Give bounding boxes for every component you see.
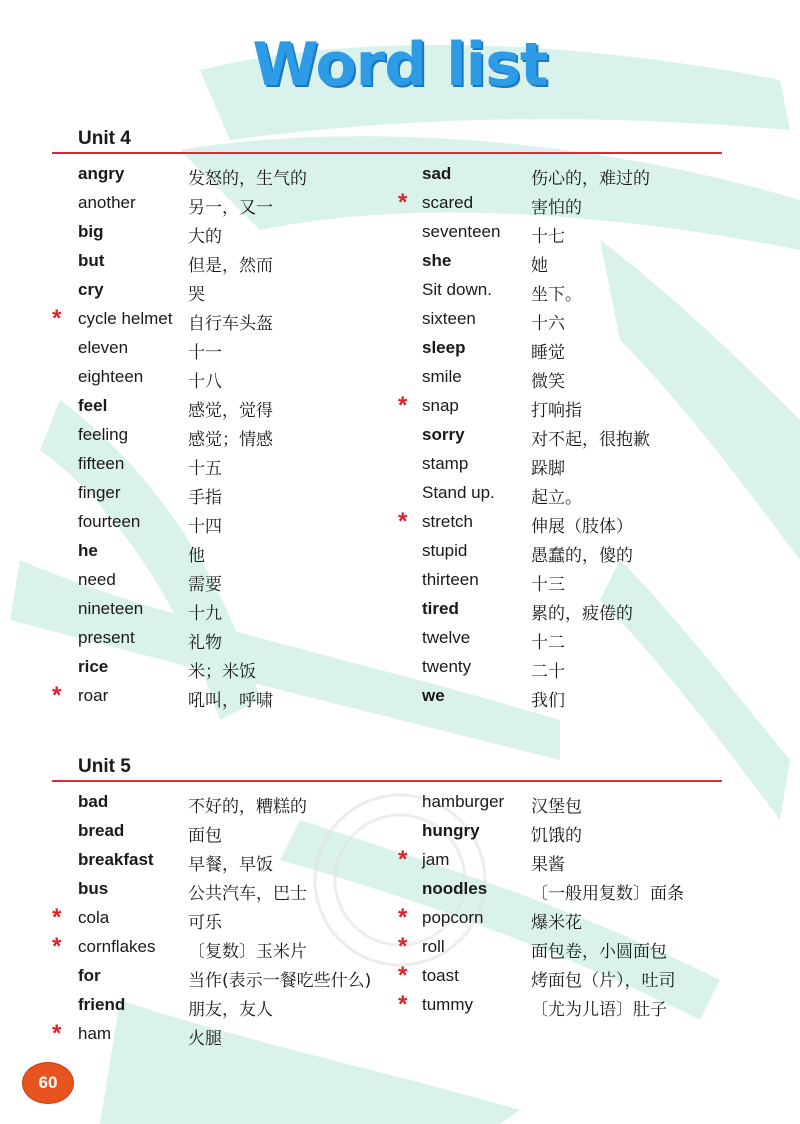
english-word: finger xyxy=(78,483,121,502)
english-word: roar xyxy=(78,686,109,705)
chinese-meaning: 十四 xyxy=(188,517,222,537)
english-word: angry xyxy=(78,164,125,183)
asterisk-icon: * xyxy=(398,846,408,873)
word-entry xyxy=(0,991,800,1024)
english-word: present xyxy=(78,628,135,647)
english-word: stupid xyxy=(422,541,468,560)
english-word: cornflakes xyxy=(78,937,156,956)
chinese-meaning: 但是，然而 xyxy=(188,256,273,276)
english-word: thirteen xyxy=(422,570,479,589)
word-entry xyxy=(0,454,800,483)
chinese-meaning: 打响指 xyxy=(531,401,582,421)
english-word: tummy xyxy=(422,995,473,1014)
chinese-meaning: 愚蠢的，傻的 xyxy=(531,546,633,566)
english-word: Stand up. xyxy=(422,483,495,502)
english-word: ham xyxy=(78,1024,112,1043)
english-word: sleep xyxy=(422,338,466,357)
english-word: feeling xyxy=(78,425,129,444)
asterisk-icon: * xyxy=(52,933,62,960)
english-word: nineteen xyxy=(78,599,144,618)
asterisk-icon: * xyxy=(398,392,408,419)
asterisk-icon: * xyxy=(398,508,408,535)
unit-heading: Unit 5 xyxy=(78,756,131,777)
chinese-meaning: 伸展（肢体） xyxy=(531,517,633,537)
english-word: snap xyxy=(422,396,459,415)
chinese-meaning: 可乐 xyxy=(188,913,222,933)
chinese-meaning: 十八 xyxy=(188,372,222,392)
chinese-meaning: 十一 xyxy=(188,343,222,363)
chinese-meaning: 感觉；情感 xyxy=(188,430,273,450)
chinese-meaning: 自行车头盔 xyxy=(188,314,273,334)
asterisk-icon: * xyxy=(52,305,62,332)
word-entry xyxy=(0,628,800,657)
english-word: but xyxy=(78,251,105,270)
word-entry xyxy=(0,251,800,280)
chinese-meaning: 睡觉 xyxy=(531,343,565,363)
english-word: bad xyxy=(78,792,109,811)
chinese-meaning: 感觉，觉得 xyxy=(188,401,273,421)
chinese-meaning: 累的，疲倦的 xyxy=(531,604,633,624)
asterisk-icon: * xyxy=(398,991,408,1018)
chinese-meaning: 十二 xyxy=(531,633,565,653)
asterisk-icon: * xyxy=(398,189,408,216)
section-divider xyxy=(52,152,722,154)
chinese-meaning: 需要 xyxy=(188,575,222,595)
asterisk-icon: * xyxy=(398,933,408,960)
english-word: feel xyxy=(78,396,108,415)
chinese-meaning: 汉堡包 xyxy=(531,797,582,817)
word-entry xyxy=(0,189,800,222)
english-word: cry xyxy=(78,280,104,299)
chinese-meaning: 不好的，糟糕的 xyxy=(188,797,307,817)
chinese-meaning: 手指 xyxy=(188,488,222,508)
english-word: need xyxy=(78,570,116,589)
word-entry xyxy=(0,846,800,879)
chinese-meaning: 他 xyxy=(188,546,205,566)
english-word: stamp xyxy=(422,454,469,473)
english-word: big xyxy=(78,222,104,241)
english-word: roll xyxy=(422,937,445,956)
chinese-meaning: 〔一般用复数〕面条 xyxy=(531,884,684,904)
chinese-meaning: 她 xyxy=(531,256,548,276)
english-word: hamburger xyxy=(422,792,505,811)
chinese-meaning: 火腿 xyxy=(188,1029,222,1049)
word-entry xyxy=(0,657,800,686)
english-word: rice xyxy=(78,657,109,676)
chinese-meaning: 礼物 xyxy=(188,633,222,653)
chinese-meaning: 伤心的，难过的 xyxy=(531,169,650,189)
english-word: hungry xyxy=(422,821,480,840)
word-entry xyxy=(0,280,800,309)
english-word: smile xyxy=(422,367,462,386)
word-entry xyxy=(0,599,800,628)
english-word: jam xyxy=(422,850,450,869)
english-word: we xyxy=(422,686,445,705)
chinese-meaning: 害怕的 xyxy=(531,198,582,218)
english-word: cycle helmet xyxy=(78,309,173,328)
word-entry xyxy=(0,686,800,715)
word-entry xyxy=(0,508,800,541)
chinese-meaning: 当作(表示一餐吃些什么) xyxy=(188,971,372,991)
english-word: eleven xyxy=(78,338,129,357)
chinese-meaning: 十七 xyxy=(531,227,565,247)
chinese-meaning: 十九 xyxy=(188,604,222,624)
page-title: Word list xyxy=(252,30,548,100)
chinese-meaning: 早餐，早饭 xyxy=(188,855,273,875)
asterisk-icon: * xyxy=(398,962,408,989)
word-entry xyxy=(0,792,800,821)
english-word: twenty xyxy=(422,657,472,676)
word-entry xyxy=(0,1020,800,1053)
asterisk-icon: * xyxy=(52,904,62,931)
english-word: noodles xyxy=(422,879,488,898)
asterisk-icon: * xyxy=(52,682,62,709)
chinese-meaning: 吼叫，呼啸 xyxy=(188,691,273,711)
english-word: tired xyxy=(422,599,459,618)
chinese-meaning: 〔复数〕玉米片 xyxy=(188,942,307,962)
english-word: twelve xyxy=(422,628,471,647)
word-entry xyxy=(0,338,800,367)
english-word: toast xyxy=(422,966,459,985)
word-entry xyxy=(0,541,800,570)
english-word: he xyxy=(78,541,98,560)
asterisk-icon: * xyxy=(52,1020,62,1047)
chinese-meaning: 面包卷，小圆面包 xyxy=(531,942,667,962)
chinese-meaning: 面包 xyxy=(188,826,222,846)
word-entry xyxy=(0,309,800,338)
chinese-meaning: 十五 xyxy=(188,459,222,479)
chinese-meaning: 跺脚 xyxy=(531,459,565,479)
english-word: friend xyxy=(78,995,126,1014)
chinese-meaning: 大的 xyxy=(188,227,222,247)
section-divider xyxy=(52,780,722,782)
word-entry xyxy=(0,425,800,454)
english-word: stretch xyxy=(422,512,474,531)
chinese-meaning: 坐下。 xyxy=(531,285,582,305)
chinese-meaning: 哭 xyxy=(188,285,205,305)
english-word: breakfast xyxy=(78,850,154,869)
english-word: bread xyxy=(78,821,125,840)
english-word: eighteen xyxy=(78,367,144,386)
asterisk-icon: * xyxy=(398,904,408,931)
chinese-meaning: 米；米饭 xyxy=(188,662,256,682)
english-word: sixteen xyxy=(422,309,476,328)
word-entry xyxy=(0,392,800,425)
chinese-meaning: 饥饿的 xyxy=(531,826,582,846)
english-word: Sit down. xyxy=(422,280,492,299)
chinese-meaning: 另一，又一 xyxy=(188,198,273,218)
chinese-meaning: 十六 xyxy=(531,314,565,334)
chinese-meaning: 微笑 xyxy=(531,372,565,392)
chinese-meaning: 烤面包（片），吐司 xyxy=(531,971,676,991)
english-word: seventeen xyxy=(422,222,501,241)
english-word: popcorn xyxy=(422,908,484,927)
chinese-meaning: 公共汽车，巴士 xyxy=(188,884,307,904)
english-word: scared xyxy=(422,193,474,212)
english-word: sorry xyxy=(422,425,465,444)
page-number-badge: 60 xyxy=(22,1062,74,1104)
chinese-meaning: 朋友，友人 xyxy=(188,1000,273,1020)
english-word: she xyxy=(422,251,452,270)
english-word: for xyxy=(78,966,101,985)
chinese-meaning: 我们 xyxy=(531,691,565,711)
unit-heading: Unit 4 xyxy=(78,128,131,149)
chinese-meaning: 对不起，很抱歉 xyxy=(531,430,650,450)
chinese-meaning: 爆米花 xyxy=(531,913,582,933)
english-word: cola xyxy=(78,908,110,927)
chinese-meaning: 二十 xyxy=(531,662,565,682)
chinese-meaning: 发怒的，生气的 xyxy=(188,169,307,189)
english-word: fourteen xyxy=(78,512,141,531)
word-entry xyxy=(0,222,800,251)
english-word: another xyxy=(78,193,136,212)
english-word: fifteen xyxy=(78,454,125,473)
english-word: bus xyxy=(78,879,109,898)
word-entry xyxy=(0,570,800,599)
chinese-meaning: 十三 xyxy=(531,575,565,595)
chinese-meaning: 起立。 xyxy=(531,488,582,508)
english-word: sad xyxy=(422,164,452,183)
chinese-meaning: 果酱 xyxy=(531,855,565,875)
chinese-meaning: 〔尤为儿语〕肚子 xyxy=(531,1000,667,1020)
